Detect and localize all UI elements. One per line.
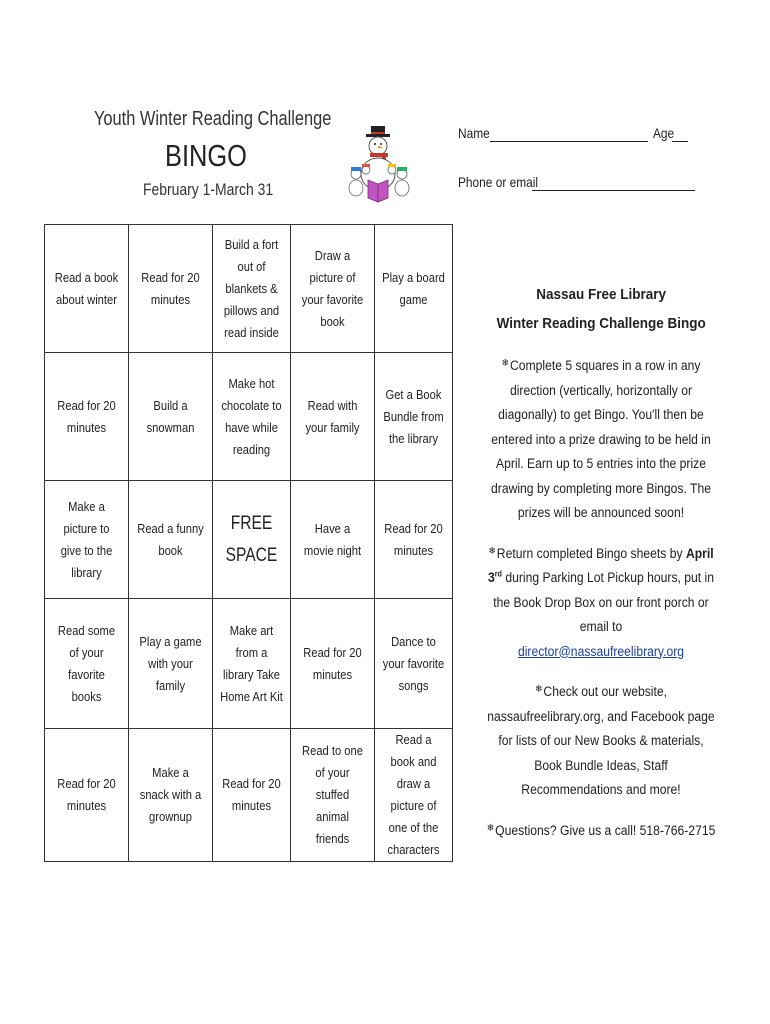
square-label: Play a board game bbox=[382, 269, 445, 307]
bingo-square[interactable] bbox=[213, 225, 291, 353]
bingo-row bbox=[45, 599, 453, 729]
bingo-square[interactable] bbox=[129, 225, 213, 353]
square-label: Read for 20 minutes bbox=[384, 520, 443, 558]
bingo-square[interactable] bbox=[45, 481, 129, 599]
bingo-row bbox=[45, 729, 453, 862]
square-label: Have a movie night bbox=[303, 520, 362, 558]
return-paragraph: ❄Return completed Bingo sheets by April 3rd during Parking Lot Pickup hours, put in the Book Drop Box on our front porch or email to director@nassaufreelibrary.org bbox=[487, 545, 715, 659]
bingo-row bbox=[45, 353, 453, 481]
bingo-square[interactable] bbox=[375, 599, 453, 729]
square-label: Read a funny book bbox=[137, 520, 204, 558]
square-label: Draw a picture of your favorite book bbox=[301, 247, 364, 329]
challenge-name: Winter Reading Challenge Bingo bbox=[496, 315, 706, 332]
snowman-reading-illustration bbox=[346, 122, 414, 208]
bingo-square[interactable] bbox=[291, 353, 375, 481]
square-label: Read for 20 minutes bbox=[57, 397, 116, 435]
age-label: Age bbox=[653, 125, 675, 141]
deadline-date: April 3rd bbox=[487, 545, 714, 585]
bingo-square[interactable] bbox=[375, 353, 453, 481]
bingo-square[interactable] bbox=[291, 599, 375, 729]
email-link[interactable]: director@nassaufreelibrary.org bbox=[517, 643, 685, 659]
bingo-square[interactable] bbox=[129, 599, 213, 729]
square-label: Read some of your favorite books bbox=[57, 622, 116, 704]
bingo-square[interactable] bbox=[45, 225, 129, 353]
bingo-square[interactable] bbox=[45, 353, 129, 481]
bingo-heading: BINGO bbox=[165, 138, 247, 173]
age-field[interactable] bbox=[672, 141, 688, 142]
bingo-square[interactable] bbox=[375, 729, 453, 862]
snowflake-icon: ❄ bbox=[486, 822, 495, 834]
square-label: Make hot chocolate to have while reading bbox=[221, 375, 282, 457]
name-field[interactable] bbox=[490, 141, 648, 142]
square-label: Read for 20 minutes bbox=[303, 644, 362, 682]
bingo-square[interactable] bbox=[213, 599, 291, 729]
square-label: Read with your family bbox=[305, 397, 360, 435]
bingo-row bbox=[45, 481, 453, 599]
square-label: Read for 20 minutes bbox=[141, 269, 200, 307]
contact-field[interactable] bbox=[532, 190, 695, 191]
square-label: Play a game with your family bbox=[139, 633, 202, 693]
square-label: Read a book and draw a picture of one of the characters bbox=[387, 732, 440, 857]
rules-paragraph: ❄Complete 5 squares in a row in any direction (vertically, horizontally or diagonally) to get Bingo. You'll then be entered into a prize drawing to be held in April. Earn up to 5 entries into the prize drawing by completing more Bingos. The prizes will be announced soon! bbox=[491, 358, 711, 520]
bingo-square[interactable] bbox=[291, 729, 375, 862]
bingo-square[interactable] bbox=[129, 729, 213, 862]
bingo-square[interactable] bbox=[45, 599, 129, 729]
square-label: Build a fort out of blankets & pillows and read inside bbox=[223, 236, 280, 340]
square-label: Make a picture to give to the library bbox=[60, 498, 113, 580]
contact-paragraph: ❄Questions? Give us a call! 518-766-2715 bbox=[486, 822, 716, 838]
info-panel bbox=[470, 280, 732, 843]
bingo-square[interactable] bbox=[291, 225, 375, 353]
bingo-square[interactable] bbox=[291, 481, 375, 599]
square-label: Get a Book Bundle from the library bbox=[383, 386, 444, 446]
bingo-square[interactable] bbox=[375, 481, 453, 599]
bingo-row bbox=[45, 225, 453, 353]
contact-label: Phone or email bbox=[458, 174, 539, 190]
square-label: Read to one of your stuffed animal friends bbox=[302, 743, 363, 846]
name-label: Name bbox=[458, 125, 490, 141]
bingo-square[interactable] bbox=[375, 225, 453, 353]
snowflake-icon: ❄ bbox=[501, 358, 510, 369]
bingo-square[interactable] bbox=[213, 729, 291, 862]
free-space-label: FREE SPACE bbox=[225, 512, 278, 566]
snowflake-icon: ❄ bbox=[488, 545, 496, 557]
snowflake-icon: ❄ bbox=[534, 684, 543, 695]
bingo-square[interactable] bbox=[129, 481, 213, 599]
square-label: Read a book about winter bbox=[54, 269, 119, 307]
free-space-square[interactable] bbox=[213, 481, 291, 599]
square-label: Read for 20 minutes bbox=[222, 776, 281, 813]
square-label: Make art from a library Take Home Art Kit bbox=[220, 622, 283, 704]
bingo-card bbox=[44, 224, 453, 862]
square-label: Dance to your favorite songs bbox=[382, 633, 445, 693]
square-label: Build a snowman bbox=[146, 397, 195, 435]
page-title: Youth Winter Reading Challenge bbox=[94, 108, 332, 130]
square-label: Make a snack with a grownup bbox=[139, 765, 202, 824]
bingo-square[interactable] bbox=[213, 353, 291, 481]
bingo-square[interactable] bbox=[129, 353, 213, 481]
website-paragraph: ❄Check out our website, nassaufreelibrary.org, and Facebook page for lists of our New Books & materials, Book Bundle Ideas, Staff Recommendations and more! bbox=[487, 684, 715, 797]
bingo-square[interactable] bbox=[45, 729, 129, 862]
square-label: Read for 20 minutes bbox=[57, 776, 116, 813]
challenge-dates: February 1-March 31 bbox=[143, 180, 274, 199]
library-name: Nassau Free Library bbox=[536, 286, 666, 303]
